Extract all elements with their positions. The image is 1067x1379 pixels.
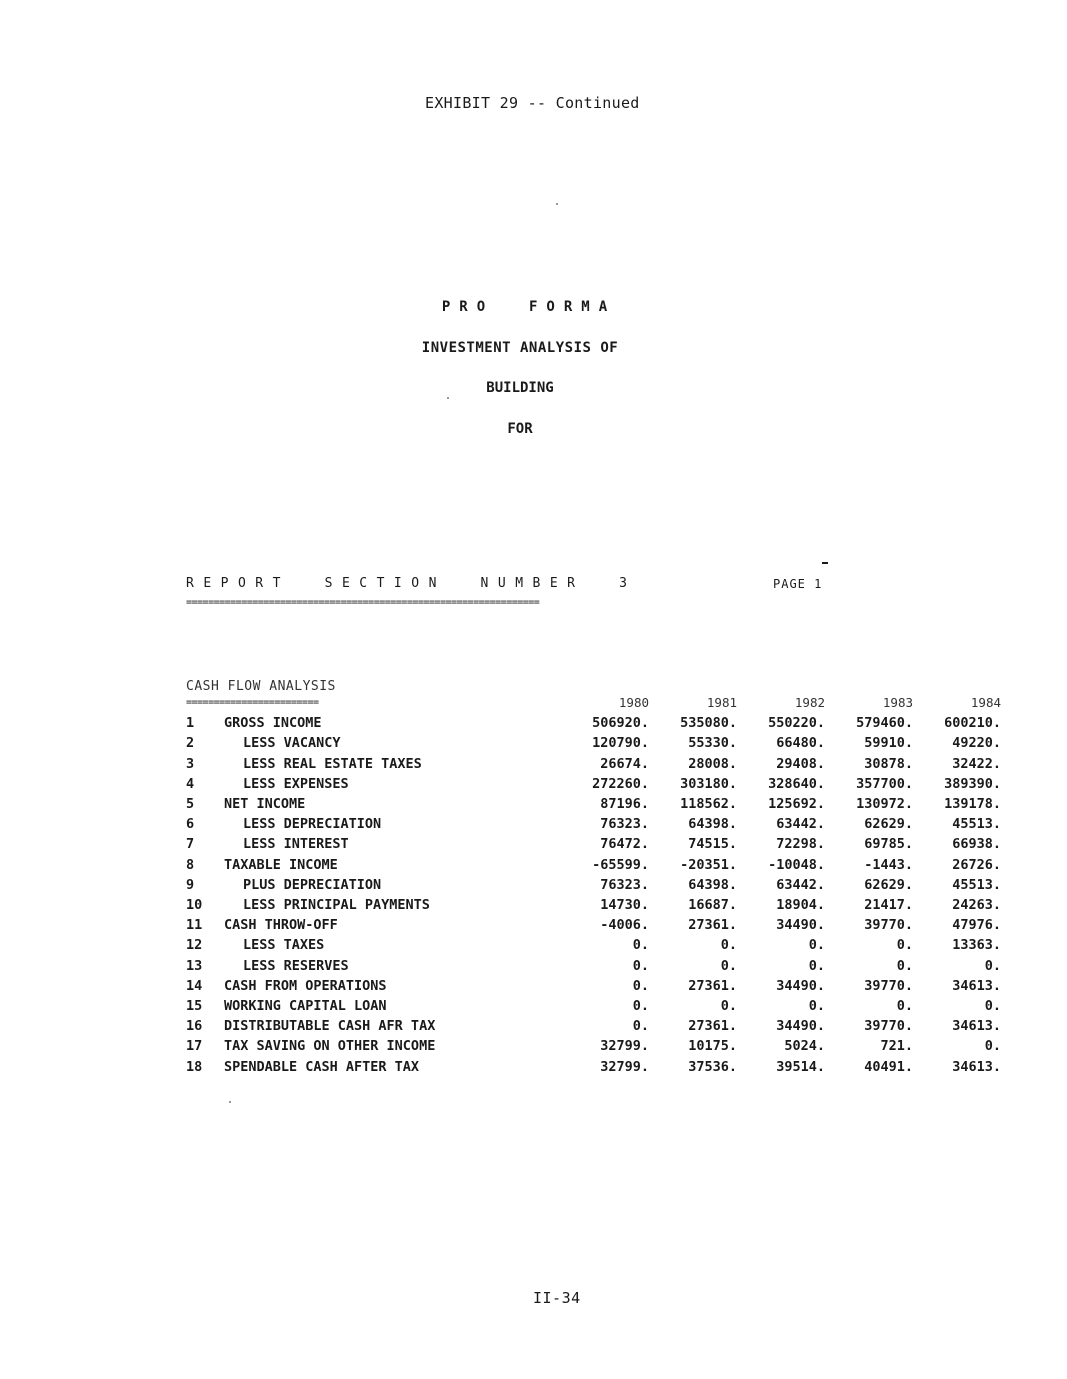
cell-value: 21417. xyxy=(864,897,913,914)
row-number: 9 xyxy=(186,876,195,893)
cell-value: 87196. xyxy=(600,796,649,813)
cell-value: 18904. xyxy=(776,897,825,914)
row-label: DISTRIBUTABLE CASH AFR TAX xyxy=(224,1018,436,1035)
row-number: 11 xyxy=(186,917,203,934)
table-row xyxy=(186,834,1001,854)
cell-value: 49220. xyxy=(952,735,1001,752)
row-label: WORKING CAPITAL LOAN xyxy=(224,998,387,1015)
cell-value: 0. xyxy=(632,937,649,954)
year-header: 1983 xyxy=(882,695,913,710)
cell-value: 34490. xyxy=(776,917,825,934)
cell-value: 14730. xyxy=(600,897,649,914)
cell-value: 600210. xyxy=(944,715,1001,732)
table-row xyxy=(186,794,1001,814)
cell-value: 139178. xyxy=(944,796,1001,813)
year-header: 1980 xyxy=(618,695,649,710)
row-label: LESS PRINCIPAL PAYMENTS xyxy=(243,897,430,914)
report-section-label: REPORT SECTION NUMBER 3 xyxy=(186,576,637,591)
row-number: 5 xyxy=(186,796,195,813)
cell-value: 27361. xyxy=(688,917,737,934)
cell-value: 0. xyxy=(984,1038,1001,1055)
cell-value: 64398. xyxy=(688,816,737,833)
cell-value: -65599. xyxy=(592,856,649,873)
cell-value: -4006. xyxy=(600,917,649,934)
page-tick-mark xyxy=(822,562,828,564)
row-label: PLUS DEPRECIATION xyxy=(243,876,382,893)
row-number: 2 xyxy=(186,735,195,752)
table-row xyxy=(186,754,1001,774)
row-label: GROSS INCOME xyxy=(224,715,322,732)
cell-value: 74515. xyxy=(688,836,737,853)
page-number: II-34 xyxy=(533,1289,581,1307)
row-number: 1 xyxy=(186,715,195,732)
cell-value: 76323. xyxy=(600,876,649,893)
cell-value: 0. xyxy=(720,998,737,1015)
cell-value: 34613. xyxy=(952,1058,1001,1075)
cell-value: 30878. xyxy=(864,755,913,772)
row-number: 16 xyxy=(186,1018,203,1035)
page-label: PAGE 1 xyxy=(773,577,823,591)
cell-value: 13363. xyxy=(952,937,1001,954)
cell-value: 32799. xyxy=(600,1058,649,1075)
row-label: LESS VACANCY xyxy=(243,735,341,752)
cell-value: 0. xyxy=(896,937,913,954)
cell-value: 0. xyxy=(632,1018,649,1035)
cell-value: 76323. xyxy=(600,816,649,833)
table-row xyxy=(186,996,1001,1016)
table-row xyxy=(186,956,1001,976)
table-row xyxy=(186,875,1001,895)
pro-forma-title: PRO FORMA xyxy=(441,299,617,315)
table-row xyxy=(186,976,1001,996)
row-number: 6 xyxy=(186,816,195,833)
table-row xyxy=(186,1036,1001,1056)
row-label: SPENDABLE CASH AFTER TAX xyxy=(224,1058,420,1075)
cell-value: 34613. xyxy=(952,1018,1001,1035)
cell-value: 120790. xyxy=(592,735,649,752)
row-label: LESS DEPRECIATION xyxy=(243,816,382,833)
cell-value: 24263. xyxy=(952,897,1001,914)
year-header: 1984 xyxy=(970,695,1001,710)
cell-value: 272260. xyxy=(592,775,649,792)
row-number: 4 xyxy=(186,775,195,792)
cell-value: 0. xyxy=(632,957,649,974)
row-label: LESS TAXES xyxy=(243,937,325,954)
table-row xyxy=(186,814,1001,834)
report-rule: ================================================================ xyxy=(186,597,540,608)
cell-value: 0. xyxy=(720,957,737,974)
row-number: 18 xyxy=(186,1058,203,1075)
row-number: 13 xyxy=(186,957,203,974)
row-number: 15 xyxy=(186,998,203,1015)
cell-value: 26726. xyxy=(952,856,1001,873)
row-number: 8 xyxy=(186,856,195,873)
year-header: 1982 xyxy=(794,695,825,710)
cell-value: 0. xyxy=(984,957,1001,974)
cell-value: 63442. xyxy=(776,876,825,893)
cell-value: 535080. xyxy=(680,715,737,732)
row-label: TAXABLE INCOME xyxy=(224,856,338,873)
cash-flow-rows xyxy=(186,713,1001,1077)
table-row xyxy=(186,935,1001,955)
cell-value: 37536. xyxy=(688,1058,737,1075)
cell-value: 66938. xyxy=(952,836,1001,853)
cell-value: 28008. xyxy=(688,755,737,772)
row-number: 17 xyxy=(186,1038,203,1055)
table-row xyxy=(186,1016,1001,1036)
row-label: CASH FROM OPERATIONS xyxy=(224,977,387,994)
row-label: NET INCOME xyxy=(224,796,306,813)
cell-value: 72298. xyxy=(776,836,825,853)
row-label: LESS REAL ESTATE TAXES xyxy=(243,755,422,772)
cell-value: 32799. xyxy=(600,1038,649,1055)
cell-value: 39514. xyxy=(776,1058,825,1075)
cell-value: 39770. xyxy=(864,1018,913,1035)
cell-value: 62629. xyxy=(864,816,913,833)
cell-value: 64398. xyxy=(688,876,737,893)
scan-speck xyxy=(229,1101,231,1103)
cash-flow-title-rule: ======================== xyxy=(186,697,319,708)
row-number: 3 xyxy=(186,755,195,772)
cell-value: 40491. xyxy=(864,1058,913,1075)
cell-value: 47976. xyxy=(952,917,1001,934)
investment-analysis-title: INVESTMENT ANALYSIS OF xyxy=(421,340,619,356)
cell-value: 45513. xyxy=(952,816,1001,833)
cash-flow-analysis-title: CASH FLOW ANALYSIS xyxy=(186,679,336,694)
cell-value: 69785. xyxy=(864,836,913,853)
table-row xyxy=(186,713,1001,733)
year-header: 1981 xyxy=(706,695,737,710)
cell-value: 29408. xyxy=(776,755,825,772)
row-label: LESS INTEREST xyxy=(243,836,349,853)
cell-value: 34613. xyxy=(952,977,1001,994)
cell-value: 357700. xyxy=(856,775,913,792)
scan-speck xyxy=(447,397,449,399)
row-number: 7 xyxy=(186,836,195,853)
cell-value: 0. xyxy=(632,977,649,994)
cell-value: 45513. xyxy=(952,876,1001,893)
cell-value: 0. xyxy=(808,998,825,1015)
cell-value: 130972. xyxy=(856,796,913,813)
cell-value: -20351. xyxy=(680,856,737,873)
cell-value: 0. xyxy=(632,998,649,1015)
cell-value: 27361. xyxy=(688,1018,737,1035)
row-label: LESS RESERVES xyxy=(243,957,349,974)
cell-value: 389390. xyxy=(944,775,1001,792)
table-row xyxy=(186,774,1001,794)
cell-value: 0. xyxy=(896,957,913,974)
cell-value: 0. xyxy=(720,937,737,954)
cell-value: 303180. xyxy=(680,775,737,792)
cell-value: 5024. xyxy=(784,1038,825,1055)
building-title: BUILDING xyxy=(486,380,554,396)
cell-value: 0. xyxy=(984,998,1001,1015)
row-label: LESS EXPENSES xyxy=(243,775,349,792)
cell-value: 63442. xyxy=(776,816,825,833)
row-number: 10 xyxy=(186,897,203,914)
cell-value: 62629. xyxy=(864,876,913,893)
cell-value: 0. xyxy=(896,998,913,1015)
table-row xyxy=(186,895,1001,915)
cell-value: 55330. xyxy=(688,735,737,752)
for-title: FOR xyxy=(507,421,533,437)
cell-value: 32422. xyxy=(952,755,1001,772)
year-header-row xyxy=(186,693,1001,713)
cell-value: 118562. xyxy=(680,796,737,813)
cell-value: 27361. xyxy=(688,977,737,994)
cash-flow-table xyxy=(186,693,1001,1077)
row-number: 12 xyxy=(186,937,203,954)
cell-value: 328640. xyxy=(768,775,825,792)
cell-value: -10048. xyxy=(768,856,825,873)
cell-value: 66480. xyxy=(776,735,825,752)
cell-value: 10175. xyxy=(688,1038,737,1055)
cell-value: 16687. xyxy=(688,897,737,914)
cell-value: 579460. xyxy=(856,715,913,732)
table-row xyxy=(186,733,1001,753)
row-label: CASH THROW-OFF xyxy=(224,917,338,934)
cell-value: 39770. xyxy=(864,977,913,994)
cell-value: 76472. xyxy=(600,836,649,853)
scan-speck xyxy=(556,203,558,205)
table-row xyxy=(186,915,1001,935)
cell-value: 34490. xyxy=(776,1018,825,1035)
exhibit-heading: EXHIBIT 29 -- Continued xyxy=(425,94,640,112)
row-number: 14 xyxy=(186,977,203,994)
cell-value: 59910. xyxy=(864,735,913,752)
cell-value: 34490. xyxy=(776,977,825,994)
cell-value: 0. xyxy=(808,937,825,954)
table-row xyxy=(186,1057,1001,1077)
cell-value: -1443. xyxy=(864,856,913,873)
cell-value: 506920. xyxy=(592,715,649,732)
cell-value: 125692. xyxy=(768,796,825,813)
table-row xyxy=(186,855,1001,875)
row-label: TAX SAVING ON OTHER INCOME xyxy=(224,1038,436,1055)
cell-value: 721. xyxy=(880,1038,913,1055)
cell-value: 550220. xyxy=(768,715,825,732)
cell-value: 0. xyxy=(808,957,825,974)
cell-value: 39770. xyxy=(864,917,913,934)
cell-value: 26674. xyxy=(600,755,649,772)
